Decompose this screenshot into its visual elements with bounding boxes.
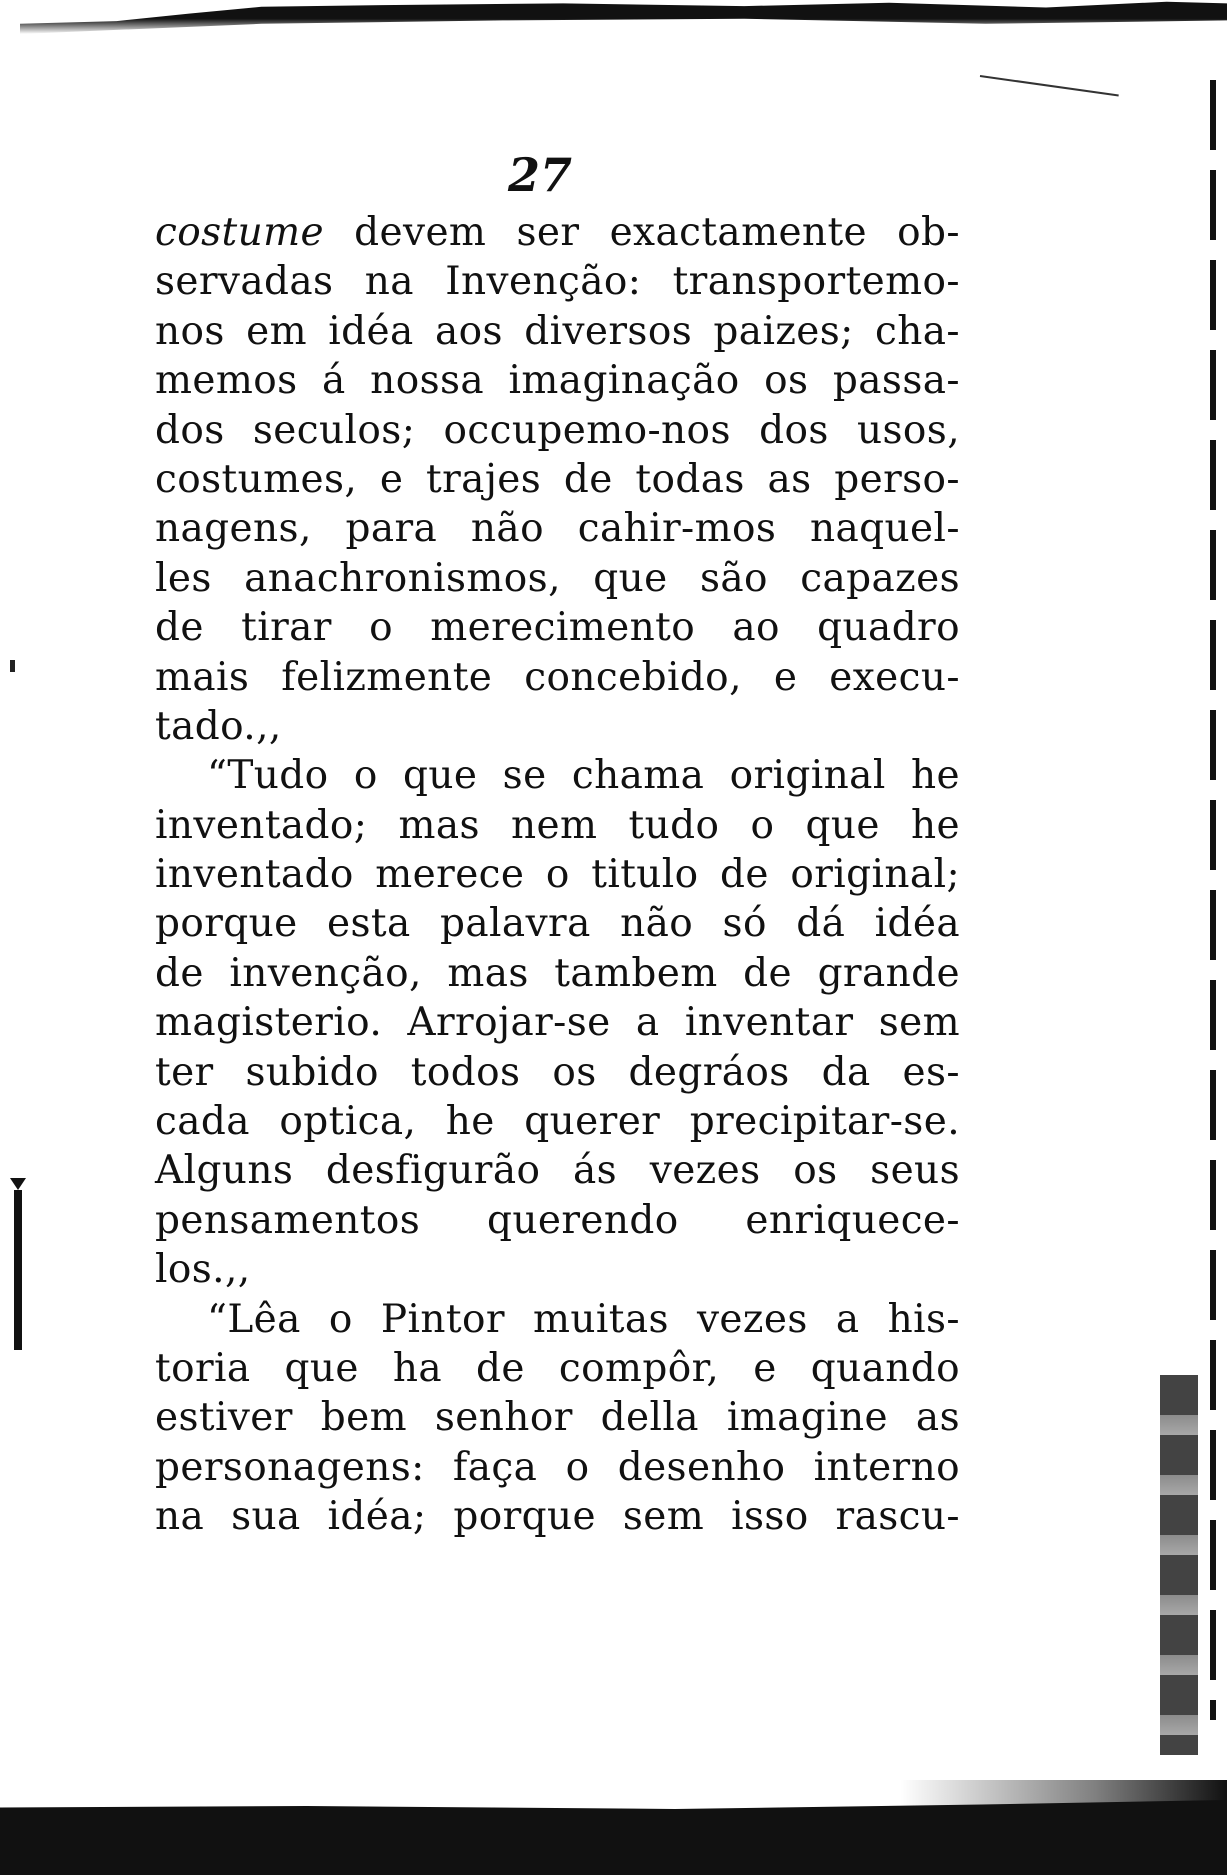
- text-line: nagens, para não cahir-mos naquel-: [155, 506, 960, 552]
- text-line: memos á nossa imaginação os passa-: [155, 358, 960, 404]
- lead-word: costume: [155, 210, 324, 255]
- paragraph-start: “Lêa o Pintor muitas vezes a his-: [207, 1296, 960, 1342]
- text-line: estiver bem senhor della imagine as: [155, 1395, 960, 1441]
- text-line: inventado; mas nem tudo o que he: [155, 802, 960, 848]
- scan-artifact-strip: [1160, 1375, 1198, 1755]
- scan-border-top: [20, 0, 1227, 34]
- text-line: servadas na Invenção: transportemo-: [155, 259, 960, 305]
- margin-marker: [14, 1190, 22, 1350]
- text-line: personagens: faça o desenho interno: [155, 1444, 960, 1490]
- text-line: inventado merece o titulo de original;: [155, 852, 960, 898]
- scan-border-bottom: [0, 1800, 1227, 1875]
- text-line: toria que ha de compôr, e quando: [155, 1345, 960, 1391]
- text-line: na sua idéa; porque sem isso rascu-: [155, 1494, 960, 1540]
- text-line: tado.,,: [155, 703, 282, 749]
- page-number: 27: [507, 148, 572, 202]
- text-line: de tirar o merecimento ao quadro: [155, 605, 960, 651]
- text-line: costumes, e trajes de todas as perso-: [155, 456, 960, 502]
- text-line: mais felizmente concebido, e execu-: [155, 654, 960, 700]
- text-line: de invenção, mas tambem de grande: [155, 950, 960, 996]
- margin-dot: [10, 660, 15, 672]
- scan-border-right: [1210, 80, 1216, 1720]
- text-line: pensamentos querendo enriquece-: [155, 1197, 960, 1243]
- text-line: costume devem ser exactamente ob-: [155, 210, 960, 255]
- paragraph-start: “Tudo o que se chama original he: [207, 753, 960, 799]
- text-line: nos em idéa aos diversos paizes; cha-: [155, 308, 960, 354]
- scan-mark-line: [980, 75, 1119, 96]
- body-text: [155, 208, 960, 1542]
- text-line: cada optica, he querer precipitar-se.: [155, 1099, 960, 1145]
- text-line: magisterio. Arrojar-se a inventar sem: [155, 1000, 960, 1046]
- text-line: Alguns desfigurão ás vezes os seus: [155, 1148, 960, 1194]
- text-line: les anachronismos, que são capazes: [155, 555, 960, 601]
- text-line: los.,,: [155, 1247, 251, 1293]
- text-line: porque esta palavra não só dá idéa: [155, 901, 960, 947]
- text-line: dos seculos; occupemo-nos dos usos,: [155, 407, 960, 453]
- text-line: ter subido todos os degráos da es-: [155, 1049, 960, 1095]
